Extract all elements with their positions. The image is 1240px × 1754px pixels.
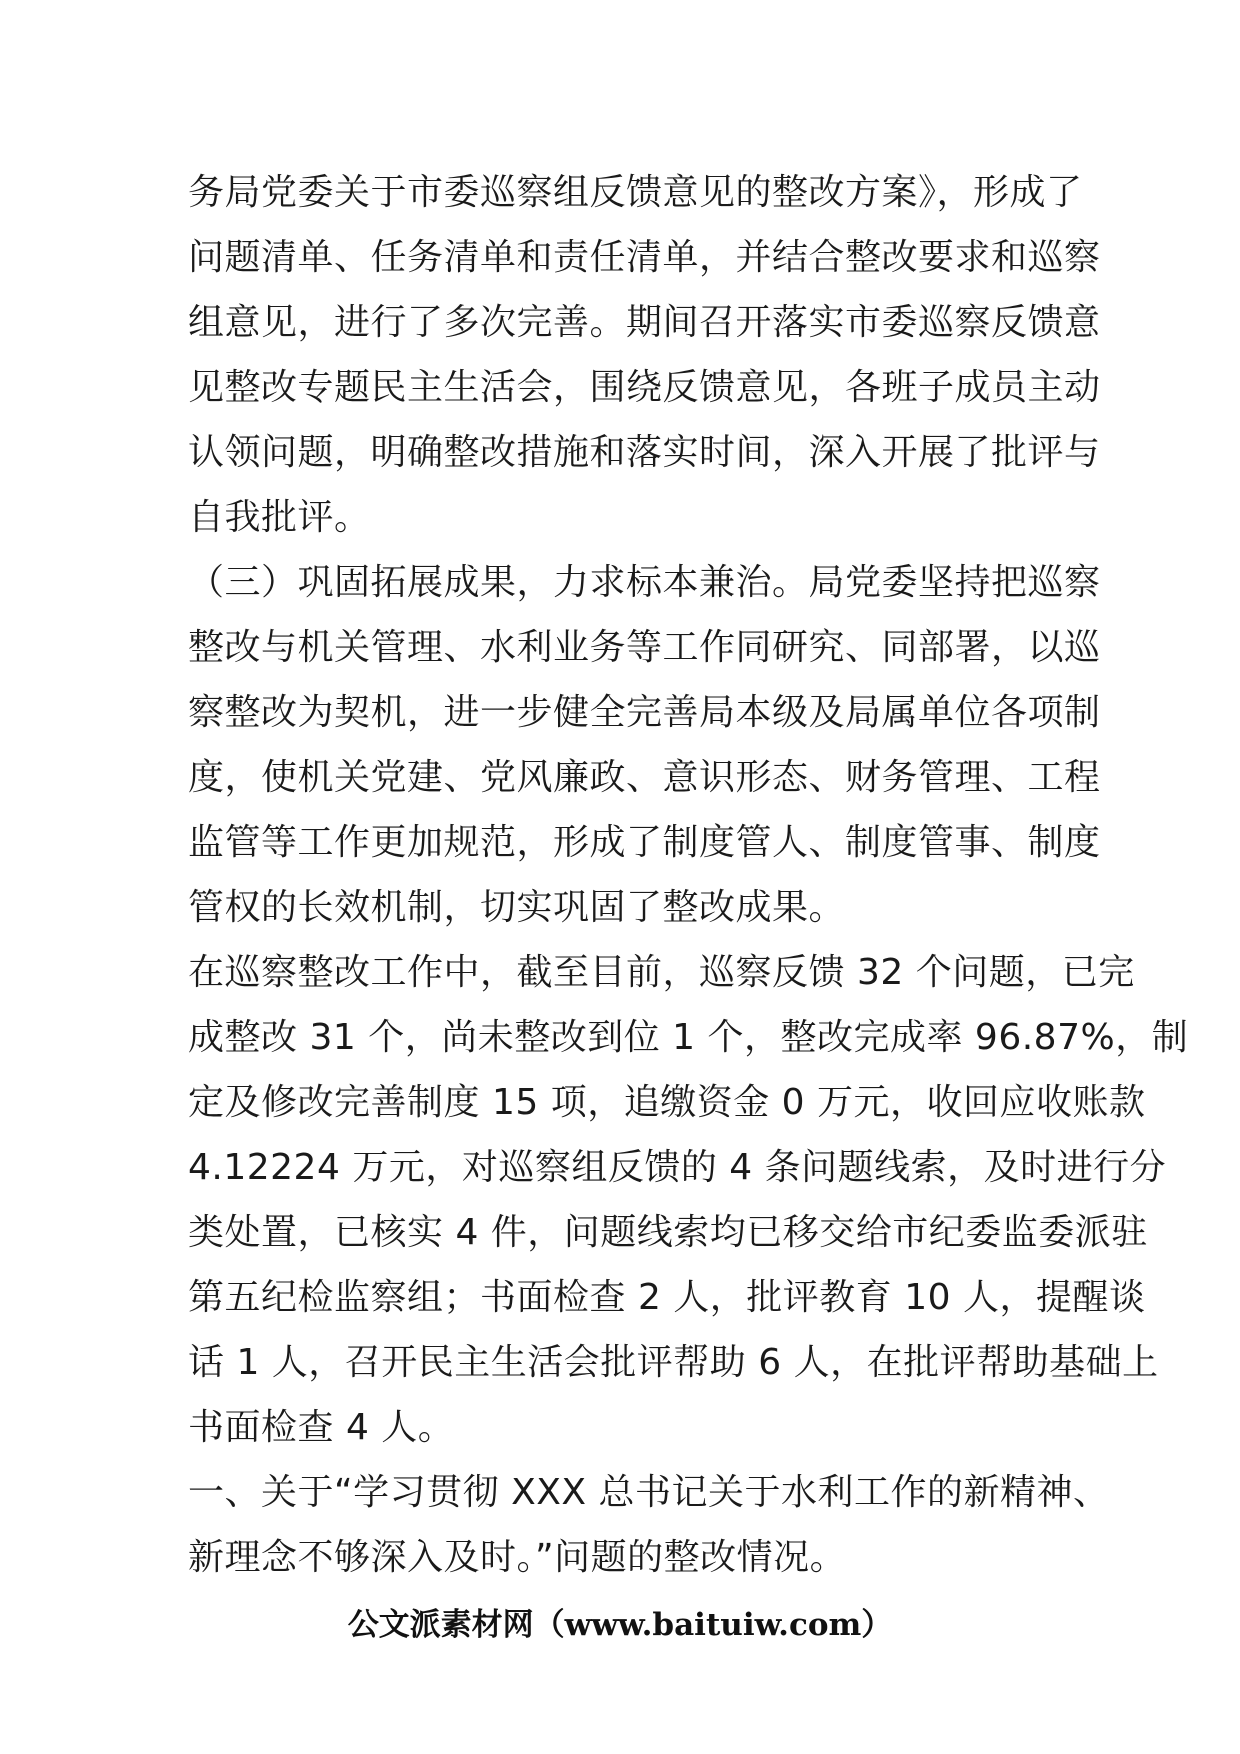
text-line: 问题清单、任务清单和责任清单，并结合整改要求和巡察 — [188, 237, 1101, 278]
text-line: （三）巩固拓展成果，力求标本兼治。局党委坚持把巡察 — [188, 562, 1101, 603]
text-line: 一、关于“学习贯彻 XXX 总书记关于水利工作的新精神、 — [188, 1472, 1110, 1513]
text-line: 监管等工作更加规范，形成了制度管人、制度管事、制度 — [188, 822, 1101, 863]
text-line: 4.12224 万元，对巡察组反馈的 4 条问题线索，及时进行分 — [188, 1147, 1167, 1188]
text-line: 话 1 人，召开民主生活会批评帮助 6 人，在批评帮助基础上 — [188, 1342, 1159, 1383]
text-line: 第五纪检监察组；书面检查 2 人，批评教育 10 人，提醒谈 — [188, 1277, 1146, 1318]
text-line: 组意见，进行了多次完善。期间召开落实市委巡察反馈意 — [188, 302, 1101, 343]
text-line: 在巡察整改工作中，截至目前，巡察反馈 32 个问题，已完 — [188, 952, 1135, 993]
text-line: 度，使机关党建、党风廉政、意识形态、财务管理、工程 — [188, 757, 1101, 798]
text-line: 定及修改完善制度 15 项，追缴资金 0 万元，收回应收账款 — [188, 1082, 1146, 1123]
text-line: 书面检查 4 人。 — [188, 1407, 455, 1448]
text-line: 管权的长效机制，切实巩固了整改成果。 — [188, 887, 846, 928]
text-line: 自我批评。 — [188, 497, 371, 538]
text-line: 察整改为契机，进一步健全完善局本级及局属单位各项制 — [188, 692, 1101, 733]
text-line: 成整改 31 个，尚未整改到位 1 个，整改完成率 96.87%，制 — [188, 1017, 1189, 1058]
document-body — [188, 160, 1189, 1590]
footer-watermark: 公文派素材网（www.baituiw.com） — [347, 1607, 893, 1643]
text-line: 整改与机关管理、水利业务等工作同研究、同部署，以巡 — [188, 627, 1101, 668]
text-line: 认领问题，明确整改措施和落实时间，深入开展了批评与 — [188, 432, 1101, 473]
text-line: 类处置，已核实 4 件，问题线索均已移交给市纪委监委派驻 — [188, 1212, 1148, 1253]
text-line: 见整改专题民主生活会，围绕反馈意见，各班子成员主动 — [188, 367, 1101, 408]
text-line: 务局党委关于市委巡察组反馈意见的整改方案》，形成了 — [188, 172, 1083, 213]
text-line: 新理念不够深入及时。”问题的整改情况。 — [188, 1537, 847, 1578]
